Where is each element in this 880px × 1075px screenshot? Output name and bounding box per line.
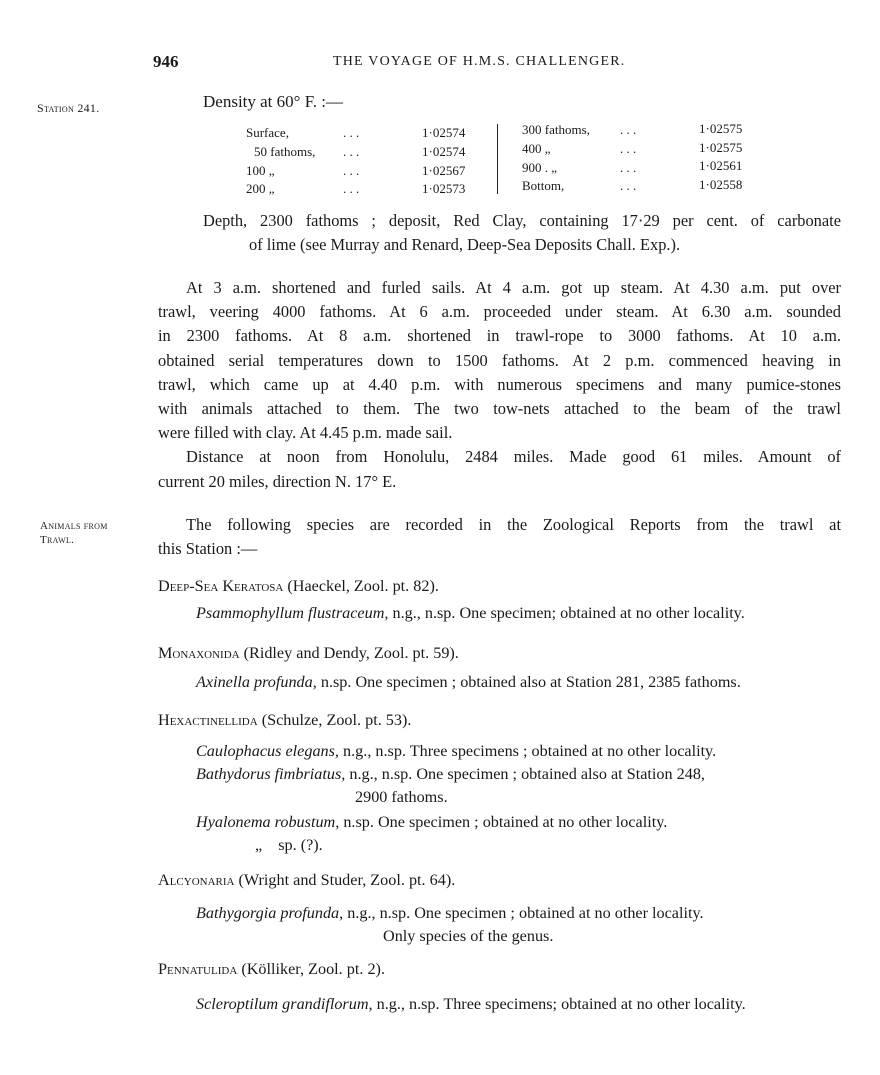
species-name: Bathygorgia profunda,: [196, 904, 344, 922]
species-note: n.g., n.sp. One specimen ; obtained at no other locality.: [347, 904, 704, 922]
density-left-depth: Surface,: [246, 125, 289, 140]
density-right-dots: . . .: [620, 141, 637, 156]
distance-line-2: current 20 miles, direction N. 17° E.: [158, 471, 397, 491]
narrative-paragraph: [158, 276, 841, 494]
density-right-depth: 900 . „: [522, 160, 558, 175]
group-ref: (Ridley and Dendy, Zool. pt. 59).: [243, 644, 459, 662]
margin-note-animals-line1: Animals from: [40, 520, 108, 532]
narrative-line: At 3 a.m. shortened and furled sails. At 4 a.m. got up steam. At 4.30 a.m. put over: [186, 278, 841, 297]
species-name: Psammophyllum flustraceum,: [196, 604, 389, 622]
species-entry: [196, 811, 667, 833]
species-intro: [158, 513, 841, 561]
page-number: 946: [153, 52, 179, 71]
group-heading: [158, 711, 411, 730]
density-left-value: 1·02567: [422, 163, 466, 178]
species-note: n.sp. One specimen ; obtained at no other locality.: [343, 813, 668, 831]
group-heading: [158, 960, 385, 979]
depth-line-1: Depth, 2300 fathoms ; deposit, Red Clay, containing 17·29 per cent. of carbonate: [203, 211, 841, 230]
species-entry: [196, 763, 705, 785]
depth-line-2: of lime (see Murray and Renard, Deep-Sea Deposits Chall. Exp.).: [249, 235, 681, 254]
density-left-dots: . . .: [343, 163, 360, 178]
group-name: Hexactinellida: [158, 711, 258, 729]
species-note: n.g., n.sp. Three specimens ; obtained at no other locality.: [343, 742, 717, 760]
species-note: n.g., n.sp. Three specimens; obtained at no other locality.: [376, 995, 746, 1013]
group-heading: [158, 644, 459, 663]
density-right-depth: 300 fathoms,: [522, 122, 590, 137]
species-note: n.g., n.sp. One specimen; obtained at no other locality.: [392, 604, 745, 622]
species-entry: [196, 602, 745, 624]
density-title: Density at 60° F. :—: [203, 92, 344, 111]
group-name: Pennatulida: [158, 960, 238, 978]
density-left-value: 1·02574: [422, 125, 466, 140]
group-ref: (Schulze, Zool. pt. 53).: [261, 711, 412, 729]
species-name: Axinella profunda,: [196, 673, 317, 691]
density-right-depth: Bottom,: [522, 178, 565, 193]
depth-paragraph-cont: [249, 233, 841, 257]
density-right-value: 1·02575: [699, 140, 743, 155]
group-name: Monaxonida: [158, 644, 240, 662]
species-entry-continuation: Only species of the genus.: [383, 927, 554, 945]
species-note: n.g., n.sp. One specimen ; obtained also at Station 248,: [349, 765, 705, 783]
group-ref: (Haeckel, Zool. pt. 82).: [287, 577, 439, 595]
group-ref: (Kölliker, Zool. pt. 2).: [241, 960, 385, 978]
density-right-depth: 400 „: [522, 141, 551, 156]
density-right-value: 1·02558: [699, 177, 743, 192]
species-name: Hyalonema robustum,: [196, 813, 340, 831]
distance-line-1: Distance at noon from Honolulu, 2484 miles. Made good 61 miles. Amount of: [186, 447, 841, 467]
running-title: THE VOYAGE OF H.M.S. CHALLENGER.: [333, 54, 626, 69]
species-note: n.sp. One specimen ; obtained also at Station 281, 2385 fathoms.: [320, 673, 741, 691]
density-left-depth: 200 „: [246, 181, 275, 196]
density-right-value: 1·02575: [699, 121, 743, 136]
density-left-value: 1·02573: [422, 181, 466, 196]
density-right-dots: . . .: [620, 178, 637, 193]
density-right-dots: . . .: [620, 122, 637, 137]
depth-paragraph: [203, 209, 841, 233]
density-left-dots: . . .: [343, 144, 360, 159]
density-left-value: 1·02574: [422, 144, 466, 159]
ditto-mark: „: [255, 836, 263, 854]
species-entry: [255, 834, 323, 856]
margin-note-animals: [40, 519, 108, 547]
species-name: Bathydorus fimbriatus,: [196, 765, 346, 783]
species-entry-continuation: 2900 fathoms.: [355, 788, 448, 806]
group-heading: [158, 577, 439, 596]
species-name: Caulophacus elegans,: [196, 742, 339, 760]
species-entry: [196, 671, 741, 693]
density-left-depth: 100 „: [246, 163, 275, 178]
narrative-line: in 2300 fathoms. At 8 a.m. shortened in trawl-rope to 3000 fathoms. At 10 a.m.: [158, 326, 841, 346]
species-note: sp. (?).: [278, 836, 323, 854]
species-intro-line-1: The following species are recorded in the Zoological Reports from the trawl at: [186, 515, 841, 534]
narrative-line: trawl, veering 4000 fathoms. At 6 a.m. proceeded under steam. At 6.30 a.m. sounded: [158, 302, 841, 322]
density-right-value: 1·02561: [699, 158, 743, 173]
margin-note-animals-line2: Trawl.: [40, 534, 75, 546]
narrative-line: were filled with clay. At 4.45 p.m. made sail.: [158, 423, 453, 443]
density-column-divider: [497, 124, 498, 194]
species-name: Scleroptilum grandiflorum,: [196, 995, 373, 1013]
species-intro-line-2: this Station :—: [158, 539, 258, 559]
narrative-line: obtained serial temperatures down to 1500 fathoms. At 2 p.m. commenced heaving in: [158, 350, 841, 370]
species-entry: [196, 993, 746, 1015]
species-entry: [196, 902, 704, 924]
group-name: Alcyonaria: [158, 871, 235, 889]
narrative-line: with animals attached to them. The two tow-nets attached to the beam of the trawl: [158, 399, 841, 419]
species-entry: [196, 740, 716, 762]
density-left-dots: . . .: [343, 181, 360, 196]
density-left-dots: . . .: [343, 125, 360, 140]
density-right-dots: . . .: [620, 160, 637, 175]
group-ref: (Wright and Studer, Zool. pt. 64).: [238, 871, 456, 889]
group-heading: [158, 871, 455, 890]
group-name: Deep-Sea Keratosa: [158, 577, 284, 595]
margin-note-station: Station 241.: [37, 101, 100, 115]
density-left-depth: 50 fathoms,: [254, 144, 316, 159]
narrative-line: trawl, which came up at 4.40 p.m. with numerous specimens and many pumice-stones: [158, 374, 841, 394]
